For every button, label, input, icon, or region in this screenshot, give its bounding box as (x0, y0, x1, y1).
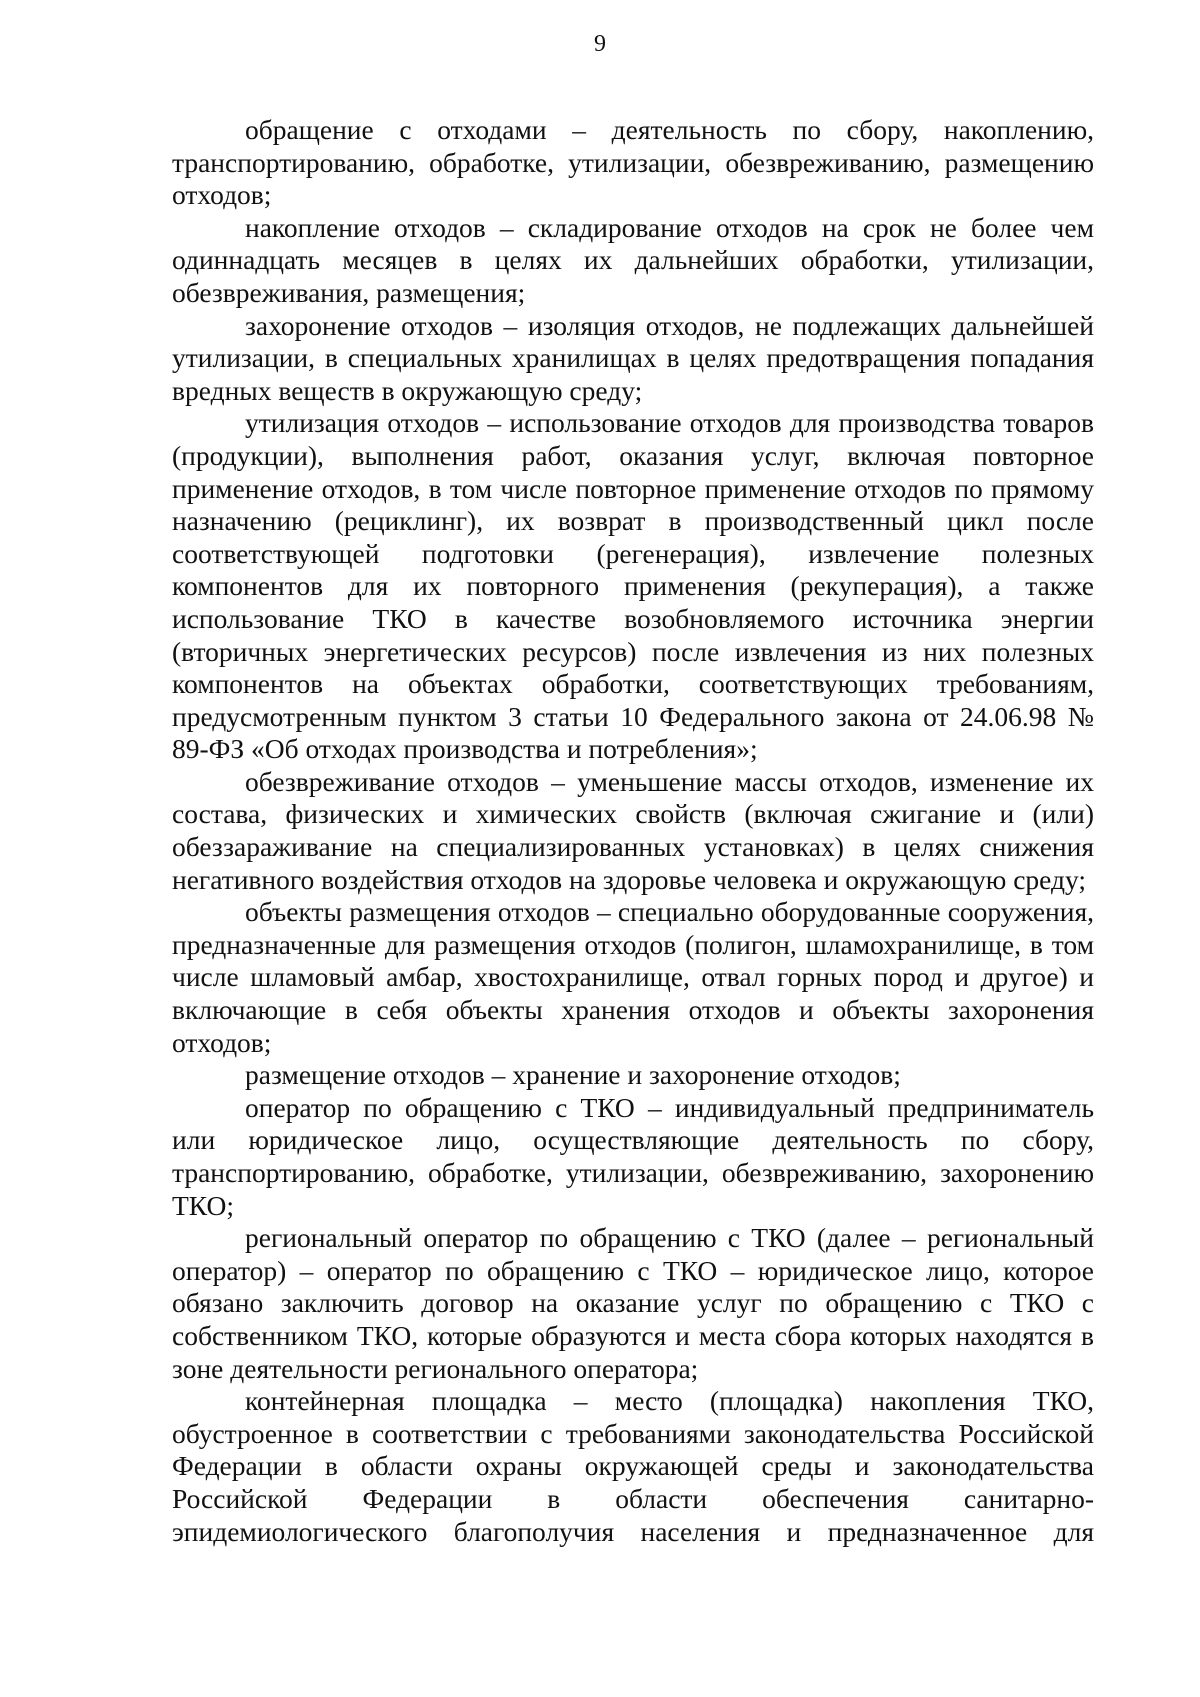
page-number: 9 (594, 31, 606, 57)
definition-paragraph: региональный оператор по обращению с ТКО (далее – региональный оператор) – оператор по обращению с ТКО – юридическое лицо, которое обязано заключить договор на оказание услуг по обращению с ТКО с собственником ТКО, которые образуются и места сбора которых находятся в зоне деятельности регионального оператора; (172, 1222, 1094, 1384)
definition-paragraph-continued: контейнерная площадка – место (площадка) накопления ТКО, обустроенное в соответствии с требованиями законодательства Российской Федерации в области охраны окружающей среды и законодательства Российской Федерации в области обеспечения санитарно-эпидемиологического благополучия населения и предназначенное для (172, 1385, 1094, 1547)
definition-paragraph: размещение отходов – хранение и захоронение отходов; (245, 1059, 901, 1091)
definition-paragraph: оператор по обращению с ТКО – индивидуальный предприниматель или юридическое лицо, осуществляющие деятельность по сбору, транспортированию, обработке, утилизации, обезвреживанию, захоронению ТКО; (172, 1091, 1094, 1221)
document-body (172, 114, 1094, 1548)
definition-paragraph: объекты размещения отходов – специально оборудованные сооружения, предназначенные для размещения отходов (полигон, шламохранилище, в том числе шламовый амбар, хвостохранилище, отвал горных пород и другое) и включающие в себя объекты хранения отходов и объекты захоронения отходов; (172, 896, 1094, 1058)
definition-paragraph: обезвреживание отходов – уменьшение массы отходов, изменение их состава, физических и химических свойств (включая сжигание и (или) обеззараживание на специализированных установках) в целях снижения негативного воздействия отходов на здоровье человека и окружающую среду; (172, 765, 1094, 895)
definition-paragraph: накопление отходов – складирование отходов на срок не более чем одиннадцать месяцев в целях их дальнейших обработки, утилизации, обезвреживания, размещения; (172, 211, 1094, 308)
definition-paragraph: обращение с отходами – деятельность по сбору, накоплению, транспортированию, обработке, утилизации, обезвреживанию, размещению отходов; (172, 114, 1094, 211)
definition-paragraph: утилизация отходов – использование отходов для производства товаров (продукции), выполнения работ, оказания услуг, включая повторное применение отходов, в том числе повторное применение отходов по прямому назначению (рециклинг), их возврат в производственный цикл после соответствующей подготовки (регенерация), извлечение полезных компонентов для их повторного применения (рекуперация), а также использование ТКО в качестве возобновляемого источника энергии (вторичных энергетических ресурсов) после извлечения из них полезных компонентов на объектах обработки, соответствующих требованиям, предусмотренным пунктом 3 статьи 10 Федерального закона от 24.06.98 № 89-ФЗ «Об отходах производства и потребления»; (172, 407, 1094, 765)
definition-paragraph: захоронение отходов – изоляция отходов, не подлежащих дальнейшей утилизации, в специальных хранилищах в целях предотвращения попадания вредных веществ в окружающую среду; (172, 309, 1094, 406)
